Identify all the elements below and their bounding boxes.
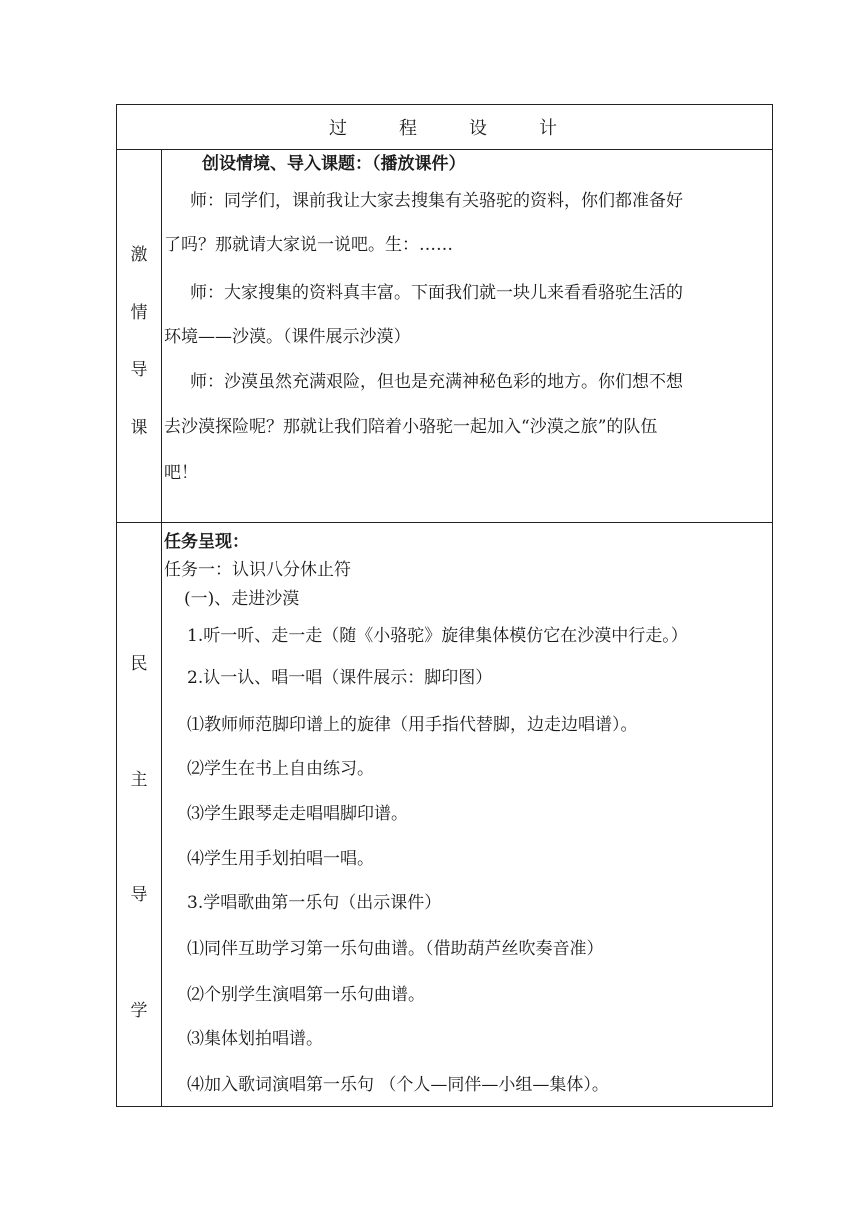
task-line: ⑶集体划拍唱谱。 [187,1029,323,1049]
label-char: 课 [130,418,148,438]
header-char: 过 [329,118,349,139]
label-char: 导 [130,360,148,380]
label-char: 情 [130,303,148,323]
table-border-right [772,104,773,1107]
task-line: ⑵个别学生演唱第一乐句曲谱。 [187,985,425,1005]
task-line: 任务一：认识八分休止符 [164,560,351,580]
header-char: 设 [469,118,489,139]
table-border-bottom [116,1106,773,1107]
label-char: 导 [130,885,148,905]
intro-heading: 创设情境、导入课题：（播放课件） [202,154,466,174]
task-line: ⑴教师师范脚印谱上的旋律（用手指代替脚，边走边唱谱）。 [187,715,638,735]
intro-paragraph-line: 师：大家搜集的资料真丰富。下面我们就一块儿来看看骆驼生活的 [190,283,683,303]
label-char: 学 [130,1001,148,1021]
task-line: ⑴同伴互助学习第一乐句曲谱。（借助葫芦丝吹奏音准） [187,939,604,959]
intro-paragraph-line: 师：同学们，课前我让大家去搜集有关骆驼的资料，你们都准备好 [190,191,683,211]
task-line: (一)、走进沙漠 [184,589,300,609]
task-line: ⑷学生用手划拍唱一唱。 [187,849,374,869]
label-char: 激 [130,245,148,265]
label-column-divider [161,149,162,1107]
intro-paragraph-line: 环境——沙漠。（课件展示沙漠） [164,327,411,347]
task-line: 2.认一认、唱一唱（课件展示：脚印图） [187,668,493,688]
intro-paragraph-line: 去沙漠探险呢？那就让我们陪着小骆驼一起加入“沙漠之旅”的队伍 [164,417,658,437]
table-header-title [116,104,772,150]
header-char: 计 [539,118,559,139]
intro-paragraph-line: 师：沙漠虽然充满艰险，但也是充满神秘色彩的地方。你们想不想 [190,372,683,392]
task-line: 3.学唱歌曲第一乐句（出示课件） [187,893,442,913]
section-divider [116,522,773,523]
label-char: 民 [130,654,148,674]
task-line: 1.听一听、走一走（随《小骆驼》旋律集体模仿它在沙漠中行走。） [187,626,688,646]
task-line: ⑶学生跟琴走走唱唱脚印谱。 [187,804,408,824]
intro-paragraph-line: 吧！ [164,463,198,483]
task-heading: 任务呈现： [164,532,249,552]
header-char: 程 [399,118,419,139]
task-line: ⑷加入歌词演唱第一乐句 （个人—同伴—小组—集体）。 [187,1075,609,1095]
intro-paragraph-line: 了吗？那就请大家说一说吧。生：…… [164,235,453,255]
label-char: 主 [130,770,148,790]
task-line: ⑵学生在书上自由练习。 [187,759,374,779]
